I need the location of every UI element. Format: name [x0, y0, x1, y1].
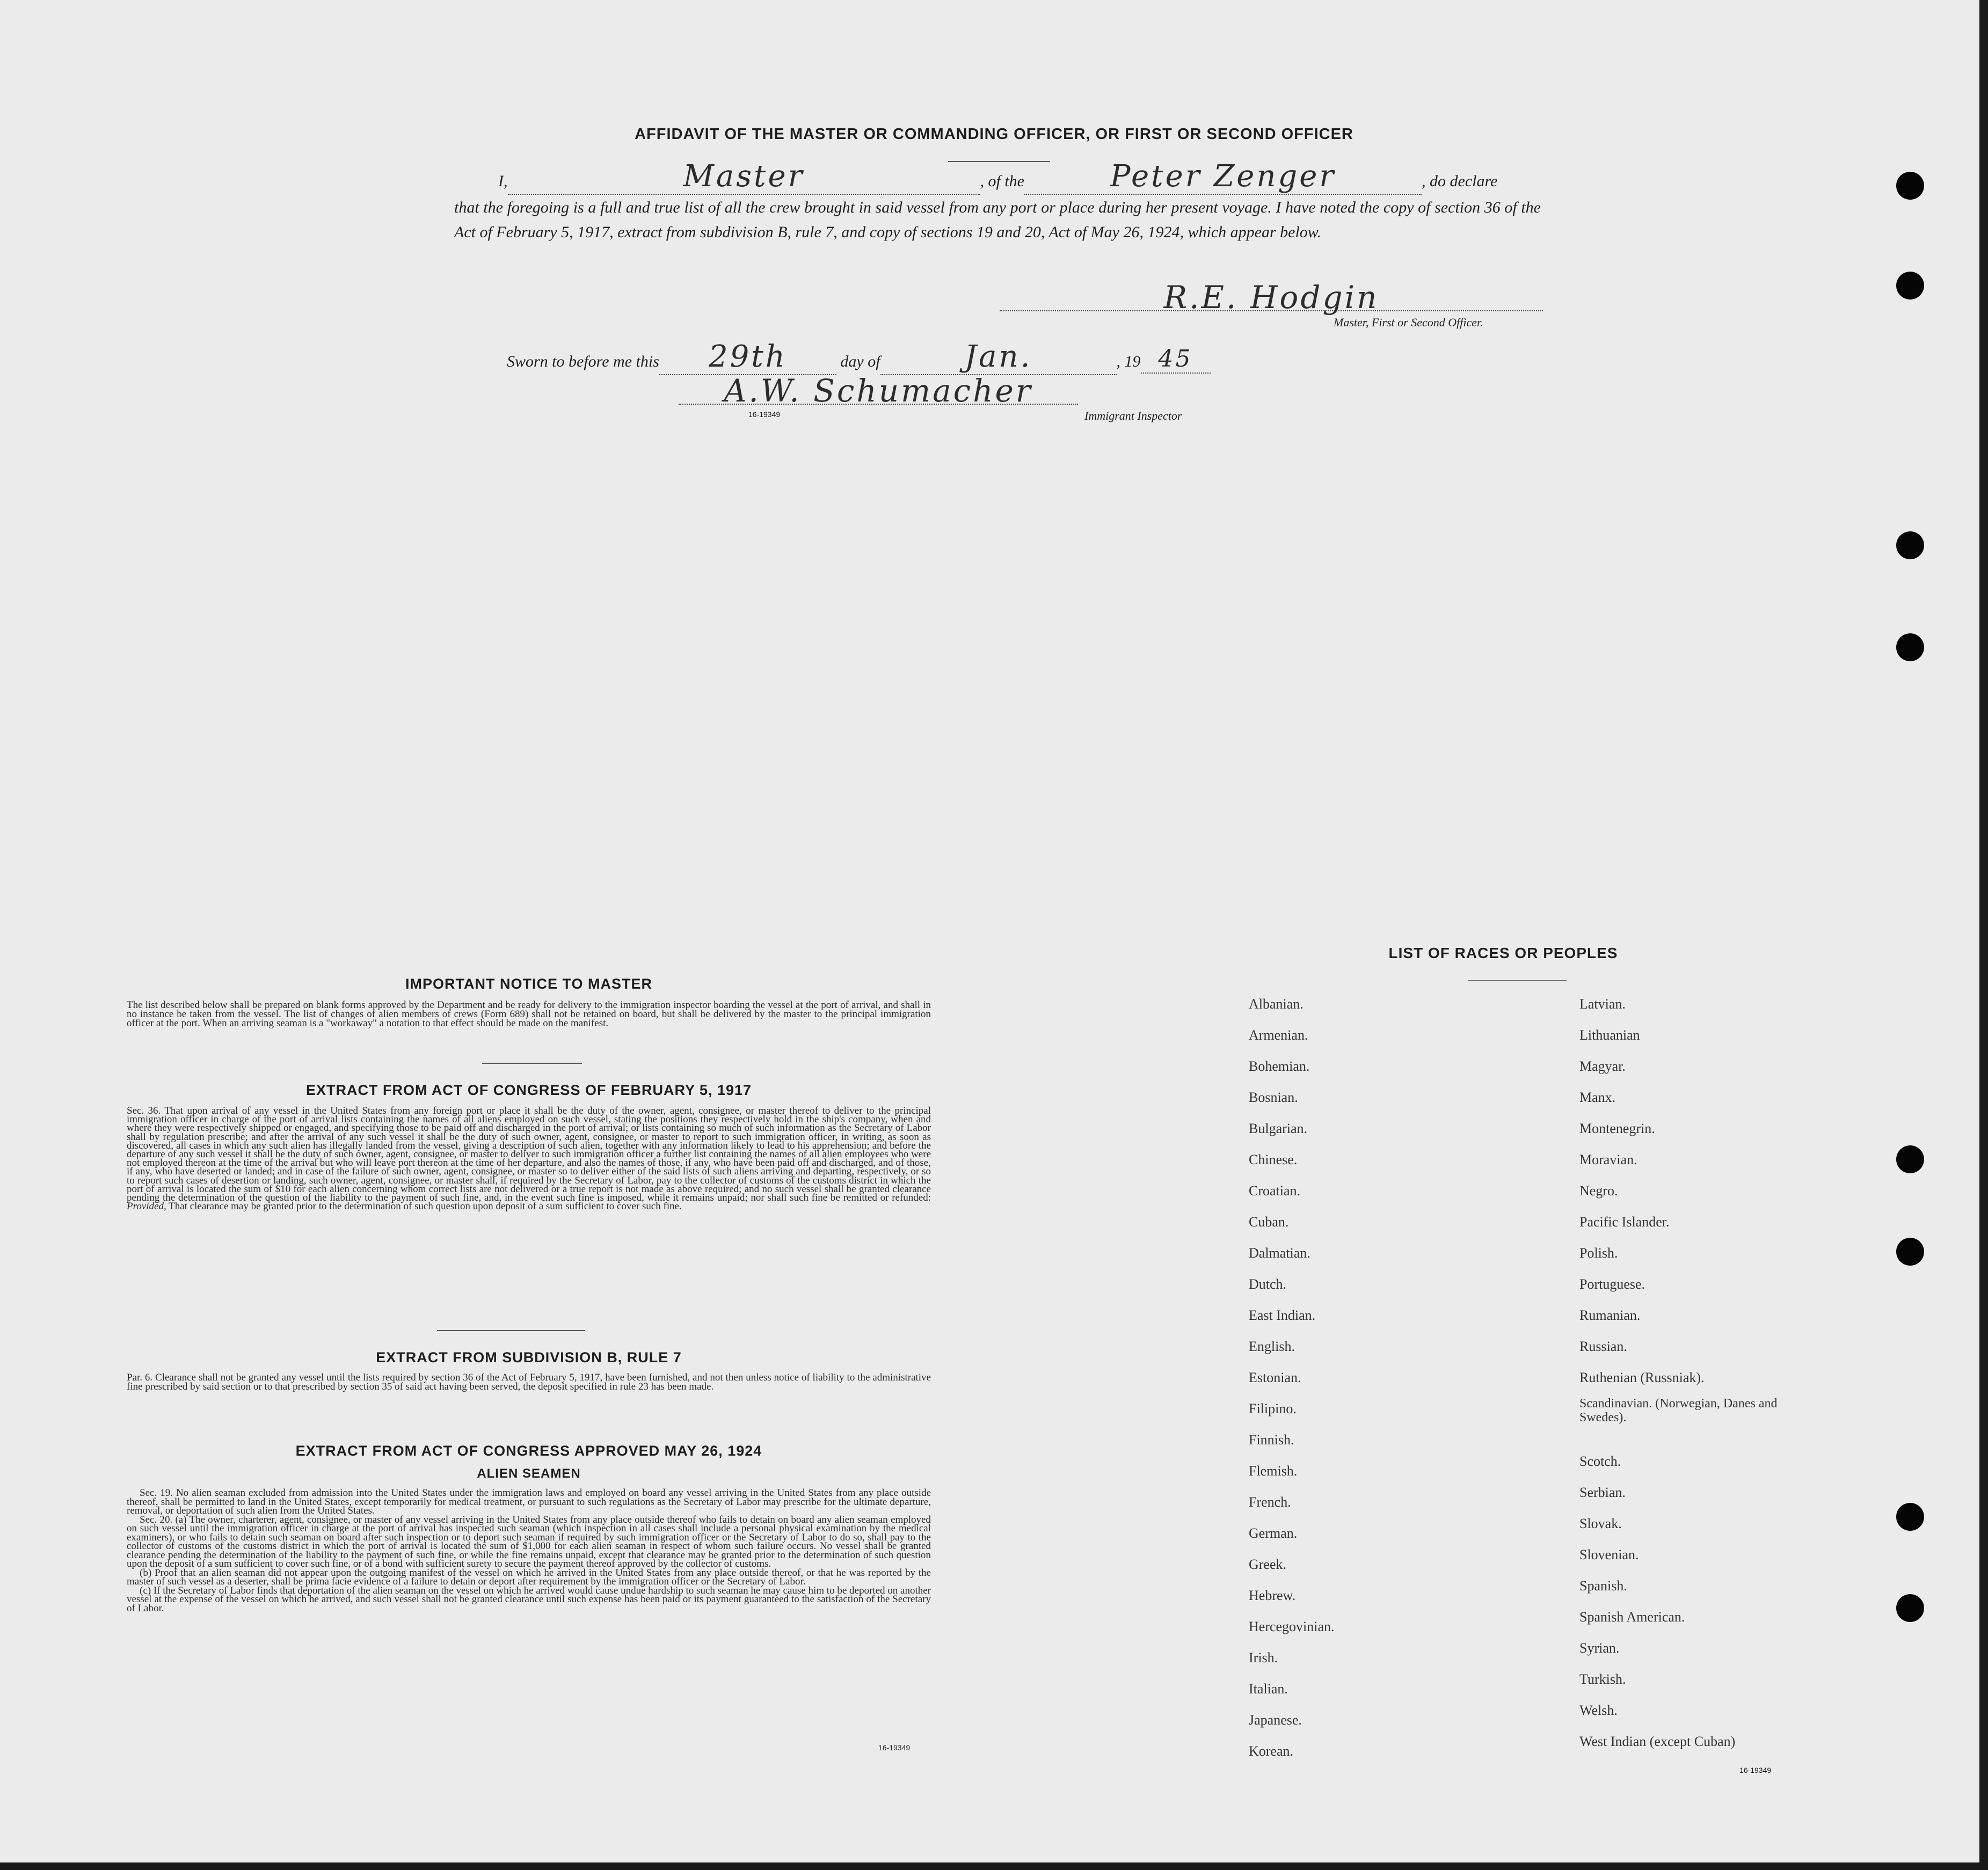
punch-hole	[1896, 531, 1924, 559]
i-label: I,	[498, 172, 508, 190]
officer-caption: Master, First or Second Officer.	[1334, 316, 1483, 329]
extract-1917-title: EXTRACT FROM ACT OF CONGRESS OF FEBRUARY 5, 1917	[305, 1082, 752, 1098]
notice-text: The list described below shall be prepared on blank forms approved by the Department and be ready for delivery to the immigration inspector boarding the vessel at the port of arrival, and shall in no instance be taken from the vessel. The list of changes of alien members of crews (Form 689) shall not be retained on board, but shall be delivered by the master to the principal immigration officer at the port. When an arriving seaman is a "workaway" a notation to that effect should be made on the manifest.	[127, 999, 931, 1029]
punch-hole	[1896, 1503, 1924, 1531]
notice-title: IMPORTANT NOTICE TO MASTER	[405, 976, 652, 992]
race-item: Albanian.	[1249, 996, 1304, 1012]
extract-1924-subtitle: ALIEN SEAMEN	[477, 1466, 581, 1481]
race-item: Dalmatian.	[1249, 1245, 1310, 1261]
race-item: Lithuanian	[1579, 1027, 1640, 1043]
race-item: Montenegrin.	[1579, 1121, 1655, 1136]
race-item: Russian.	[1579, 1339, 1627, 1354]
vessel-handwritten: Peter Zenger	[1110, 159, 1336, 194]
sec-20a-paragraph: Sec. 20. (a) The owner, charterer, agent, consignee, or master of any vessel arriving in the United States from any place outside thereof who fails to detain on board any alien seaman employed on such vessel until the immigration officer in charge at the port of arrival has inspected such seaman (which inspection in all cases shall include a personal physical examination by the medical examiners), or who fails to detain such seaman on board after such inspection or to deport such seaman if required by such immigration officer or the Secretary of Labor to do so, shall pay to the collector of customs of the customs district in which the port of arrival is located the sum of $1,000 for each alien seaman in respect of whom such failure occurs. No vessel shall be granted clearance pending the determination of the liability to the payment of such fine, or while the fine remains unpaid, except that clearance may be granted prior to the determination of such question upon the deposit of a sum sufficient to cover such fine, or of a bond with sufficient surety to secure the payment thereof approved by the collector of customs.	[127, 1514, 931, 1569]
proviso-label: Provided,	[127, 1201, 166, 1212]
race-item: Syrian.	[1579, 1640, 1620, 1656]
race-item: Rumanian.	[1579, 1307, 1641, 1323]
races-title: LIST OF RACES OR PEOPLES	[1388, 945, 1618, 961]
month-handwritten: Jan.	[964, 339, 1032, 374]
scan-edge-right	[1979, 0, 1988, 1870]
race-item: Bulgarian.	[1249, 1121, 1308, 1136]
inspector-signature-line	[679, 372, 1078, 409]
race-item: Japanese.	[1249, 1712, 1302, 1728]
race-item: East Indian.	[1249, 1307, 1316, 1323]
affidavit-paragraph: that the foregoing is a full and true list of all the crew brought in said vessel from any port or place during her present voyage. I have noted the copy of section 36 of the Act of February 5, 1917, extract from subdivision B, rule 7, and copy of sections 19 and 20, Act of May 26, 1924, which appear below.	[454, 199, 1541, 241]
punch-hole	[1896, 1238, 1924, 1266]
race-item: Irish.	[1249, 1650, 1278, 1666]
race-item: Slovak.	[1579, 1516, 1622, 1531]
race-item: Cuban.	[1249, 1214, 1289, 1230]
sec-20b-paragraph: (b) Proof that an alien seaman did not appear upon the outgoing manifest of the vessel on which he arrived in the United States from any place outside thereof, or that he was reported by the master of such vessel as a deserter, shall be prima facie evidence of a failure to detain or deport after requirement by the immigration officer or the Secretary of Labor.	[127, 1567, 931, 1587]
day-of-label: day of	[840, 353, 880, 370]
affidavit-title: AFFIDAVIT OF THE MASTER OR COMMANDING OFFICER, OR FIRST OR SECOND OFFICER	[635, 126, 1353, 143]
extract-rule7-title: EXTRACT FROM SUBDIVISION B, RULE 7	[376, 1349, 682, 1365]
sworn-label: Sworn to before me this	[507, 353, 659, 370]
form-number: 16-19349	[1739, 1766, 1772, 1774]
form-number: 16-19349	[878, 1743, 911, 1752]
extract-1924-title: EXTRACT FROM ACT OF CONGRESS APPROVED MAY 26, 1924	[295, 1443, 762, 1459]
race-item: Korean.	[1249, 1743, 1294, 1759]
race-item: Polish.	[1579, 1245, 1618, 1261]
race-item: Negro.	[1579, 1183, 1618, 1199]
race-item: German.	[1249, 1525, 1298, 1541]
race-item: Dutch.	[1249, 1276, 1287, 1292]
race-item: Ruthenian (Russniak).	[1579, 1370, 1705, 1385]
race-item: Croatian.	[1249, 1183, 1301, 1199]
punch-hole	[1896, 1594, 1924, 1622]
race-item: Moravian.	[1579, 1152, 1637, 1167]
race-item: Manx.	[1579, 1090, 1616, 1105]
races-right-column	[1579, 989, 1783, 1757]
race-item: Serbian.	[1579, 1485, 1626, 1500]
race-item: English.	[1249, 1339, 1295, 1354]
race-item: Bohemian.	[1249, 1058, 1310, 1074]
race-item: Armenian.	[1249, 1027, 1308, 1043]
officer-signature: R.E. Hodgin	[1163, 279, 1379, 316]
extract-1924-text	[127, 1489, 931, 1613]
inspector-signature: A.W. Schumacher	[724, 372, 1033, 409]
punch-hole	[1896, 1145, 1924, 1173]
inspector-caption: Immigrant Inspector	[1084, 409, 1182, 422]
race-item: Latvian.	[1579, 996, 1626, 1012]
race-item: French.	[1249, 1494, 1291, 1510]
race-item: Magyar.	[1579, 1058, 1626, 1074]
declaration-line	[498, 159, 1542, 195]
race-item: Welsh.	[1579, 1703, 1618, 1718]
master-handwritten: Master	[683, 159, 805, 194]
race-item: Greek.	[1249, 1557, 1287, 1572]
race-item: Turkish.	[1579, 1671, 1626, 1687]
race-item: Scandinavian. (Norwegian, Danes and Swedes).	[1579, 1397, 1778, 1425]
extract-1917-body: Sec. 36. That upon arrival of any vessel in the United States from any foreign port or place it shall be the duty of the owner, agent, consignee, or master thereof to deliver to the principal immigration officer in charge of the port of arrival lists containing the names of all aliens employed on such vessel, stating the positions they respectively hold in the ship's company, when and where they were respectively shipped or engaged, and specifying those to be paid off and discharged in the port of arrival; or lists containing so much of such information as the Secretary of Labor shall by regulation prescribe; and after the arrival of any such vessel it shall be the duty of such owner, agent, consignee, or master to report to such immigration officer, in writing, as soon as discovered, all cases in which any such alien has illegally landed from the vessel, giving a description of such alien, together with any information likely to lead to his apprehension; and before the departure of any such vessel it shall be the duty of such owner, agent, consignee, or master to deliver to such immigration officer a further list containing the names of all alien employees who were not employed thereon at the time of the arrival but who will leave port thereon at the time of her departure, and also the names of those, if any, who have been paid off and discharged, and of those, if any, who have deserted or landed; and in case of the failure of such owner, agent, consignee, or master so to deliver either of the said lists of such aliens arriving and departing, respectively, or so to report such cases of desertion or landing, such owner, agent, consignee, or master shall, if required by the Secretary of Labor, pay to the collector of customs of the customs district in which the port of arrival is located the sum of $10 for each alien concerning whom correct lists are not delivered or a true report is not made as above required; and no such vessel shall be granted clearance pending the determination of the question of the liability to the payment of such fine, and, in the event such fine is imposed, while it remains unpaid; nor shall such fine be remitted or refunded:	[127, 1105, 931, 1204]
year-handwritten: 45	[1158, 345, 1193, 372]
race-item: Chinese.	[1249, 1152, 1298, 1167]
year-prefix: , 19	[1116, 353, 1141, 370]
divider	[1468, 980, 1567, 981]
race-item: Spanish.	[1579, 1578, 1627, 1594]
officer-signature-line	[1000, 279, 1543, 316]
race-item: Bosnian.	[1249, 1090, 1298, 1105]
punch-hole	[1896, 633, 1924, 661]
extract-1917-text	[127, 1107, 931, 1211]
races-left-column	[1249, 989, 1335, 1767]
sec-20c-paragraph: (c) If the Secretary of Labor finds that deportation of the alien seaman on the vessel on which he arrived would cause undue hardship to such seaman he may cause him to be deported on another vessel at the expense of the vessel on which he arrived, and such vessel shall not be granted clearance until such expense has been paid or its payment guaranteed to the satisfaction of the Secretary of Labor.	[127, 1584, 931, 1614]
race-item: Italian.	[1249, 1681, 1288, 1697]
scan-edge-bottom	[0, 1862, 1988, 1870]
sworn-line	[507, 339, 1211, 375]
race-item: Scotch.	[1579, 1453, 1621, 1469]
race-item: Filipino.	[1249, 1401, 1297, 1416]
do-declare-label: , do declare	[1422, 172, 1498, 190]
race-item: Pacific Islander.	[1579, 1214, 1670, 1230]
divider	[437, 1330, 585, 1331]
day-handwritten: 29th	[708, 339, 787, 374]
form-number: 16-19349	[748, 410, 781, 419]
race-item: Portuguese.	[1579, 1276, 1645, 1292]
race-item: Slovenian.	[1579, 1547, 1639, 1562]
race-item: Hebrew.	[1249, 1588, 1296, 1603]
punch-hole	[1896, 172, 1924, 200]
proviso-text: That clearance may be granted prior to the determination of such question upon deposit of a sum sufficient to cover such fine.	[169, 1201, 682, 1212]
race-item: Estonian.	[1249, 1370, 1301, 1385]
sec-19-paragraph: Sec. 19. No alien seaman excluded from admission into the United States under the immigration laws and employed on board any vessel arriving in the United States from any place outside thereof, shall be permitted to land in the United States, except temporarily for medical treatment, or pursuant to such regulations as the Secretary of Labor may prescribe for the ultimate departure, removal, or deportation of such alien from the United States.	[127, 1487, 931, 1516]
race-item: West Indian (except Cuban)	[1579, 1734, 1736, 1749]
extract-rule7-text: Par. 6. Clearance shall not be granted any vessel until the lists required by section 36 of the Act of February 5, 1917, have been furnished, and not then unless notice of liability to the administrative fine prescribed by said section or to that prescribed by section 35 of said act having been served, the deposit specified in rule 23 has been made.	[127, 1372, 931, 1392]
race-item: Spanish American.	[1579, 1609, 1685, 1625]
race-item: Flemish.	[1249, 1463, 1298, 1479]
divider	[482, 1063, 582, 1064]
of-the-label: , of the	[980, 172, 1024, 190]
punch-hole	[1896, 272, 1924, 300]
race-item: Hercegovinian.	[1249, 1619, 1335, 1634]
race-item: Finnish.	[1249, 1432, 1294, 1448]
